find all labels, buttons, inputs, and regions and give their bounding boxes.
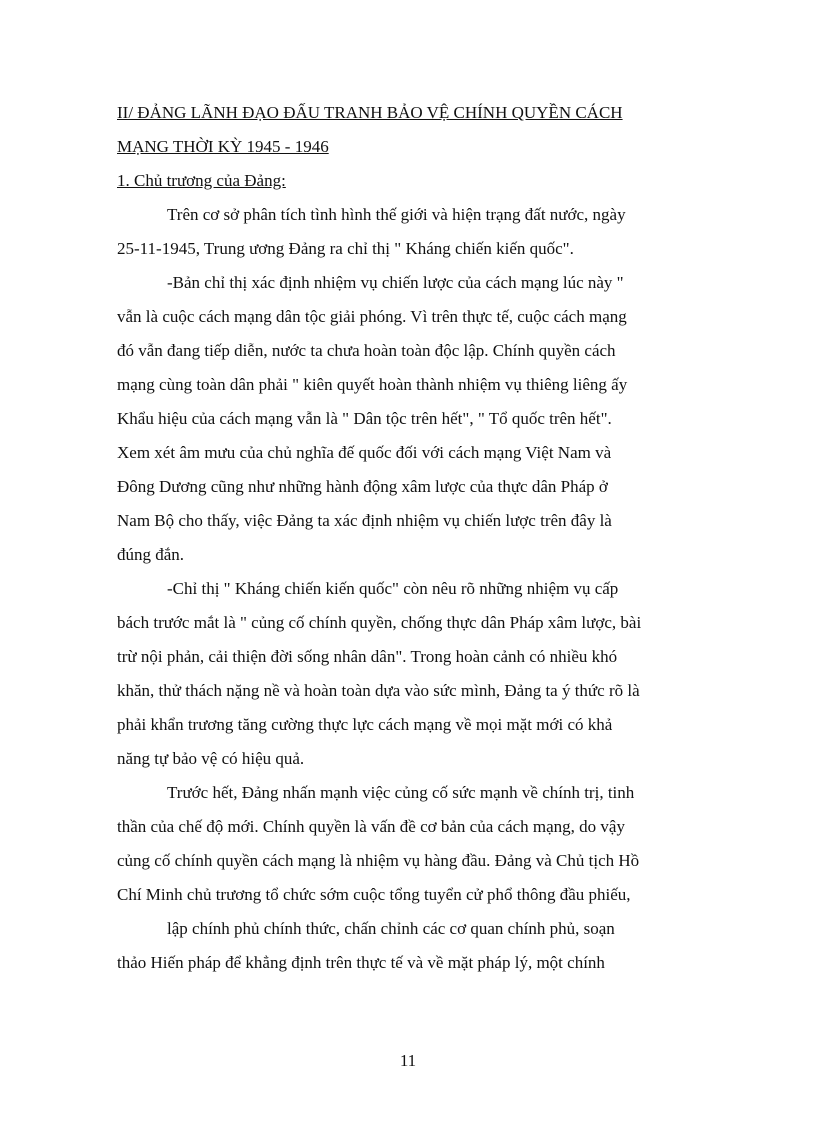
paragraph: Trên cơ sở phân tích tình hình thế giới và hiện trạng đất nước, ngày 25-11-1945, Trung ương Đảng ra chỉ thị " Kháng chiến kiến quốc". <box>117 205 626 258</box>
page-number: 11 <box>399 1051 417 1070</box>
paragraph: lập chính phủ chính thức, chấn chỉnh các cơ quan chính phủ, soạn thảo Hiến pháp để khẳng định trên thực tế và về mặt pháp lý, một chính <box>117 919 615 972</box>
section-heading: II/ ĐẢNG LÃNH ĐẠO ĐẤU TRANH BẢO VỆ CHÍNH QUYỀN CÁCH MẠNG THỜI KỲ 1945 - 1946 <box>117 103 623 156</box>
paragraph: -Chỉ thị " Kháng chiến kiến quốc" còn nêu rõ những nhiệm vụ cấp bách trước mắt là " củng cố chính quyền, chống thực dân Pháp xâm lược, bài trừ nội phản, cải thiện đời sống nhân dân". Trong hoàn cảnh có nhiều khó khăn, thử thách nặng nề và hoàn toàn dựa vào sức mình, Đảng ta ý thức rõ là phải khẩn trương tăng cường thực lực cách mạng về mọi mặt mới có khả năng tự bảo vệ có hiệu quả. <box>117 579 642 768</box>
paragraph: -Bản chỉ thị xác định nhiệm vụ chiến lược của cách mạng lúc này " vẫn là cuộc cách mạng dân tộc giải phóng. Vì trên thực tế, cuộc cách mạng đó vẫn đang tiếp diễn, nước ta chưa hoàn toàn độc lập. Chính quyền cách mạng cùng toàn dân phải " kiên quyết hoàn thành nhiệm vụ thiêng liêng ấy Khẩu hiệu của cách mạng vẫn là " Dân tộc trên hết", " Tổ quốc trên hết". Xem xét âm mưu của chủ nghĩa đế quốc đối với cách mạng Việt Nam và Đông Dương cũng như những hành động xâm lược của thực dân Pháp ở Nam Bộ cho thấy, việc Đảng ta xác định nhiệm vụ chiến lược trên đây là đúng đắn. <box>117 273 628 564</box>
page-content <box>117 96 697 980</box>
subsection-heading: 1. Chủ trương của Đảng: <box>117 171 286 190</box>
paragraph: Trước hết, Đảng nhấn mạnh việc củng cố sức mạnh về chính trị, tinh thần của chế độ mới. Chính quyền là vấn đề cơ bản của cách mạng, do vậy củng cố chính quyền cách mạng là nhiệm vụ hàng đầu. Đảng và Chủ tịch Hồ Chí Minh chủ trương tổ chức sớm cuộc tổng tuyển cử phổ thông đầu phiếu, <box>117 783 640 904</box>
